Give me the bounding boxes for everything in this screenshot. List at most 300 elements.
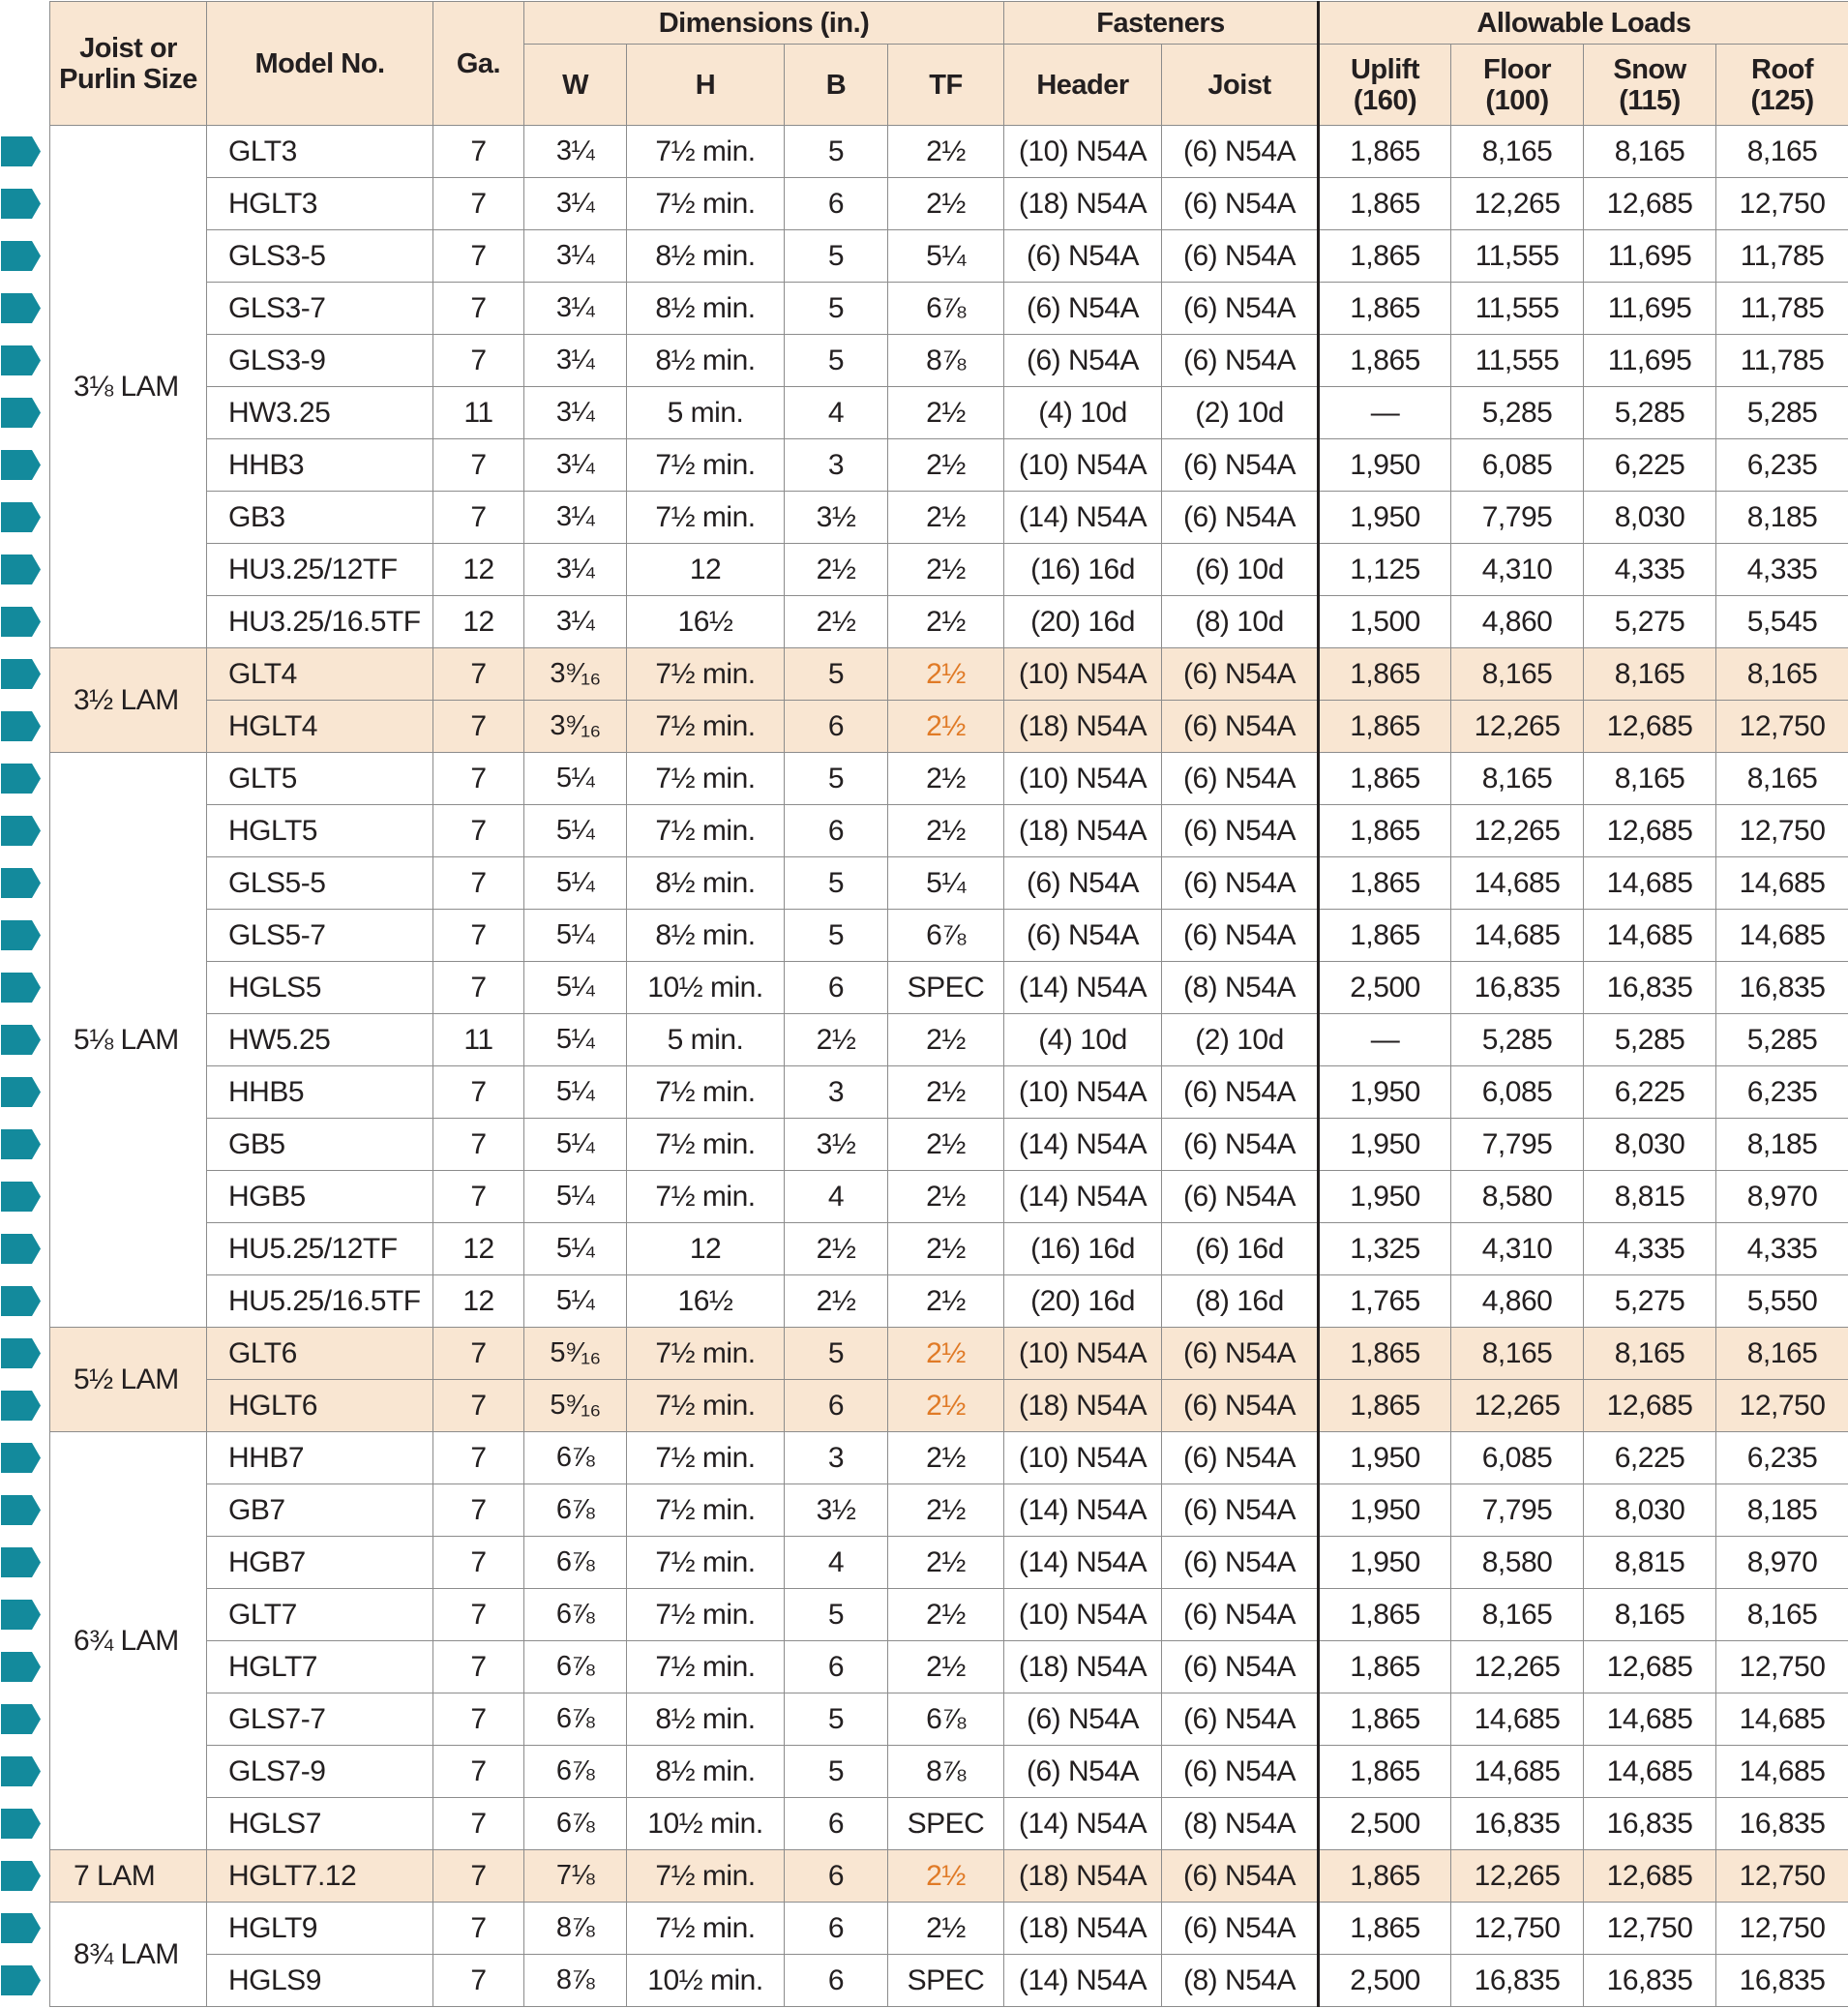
floor-load-cell: 4,310 bbox=[1451, 1223, 1584, 1275]
header-fastener-header: Header bbox=[1004, 45, 1162, 126]
gauge-cell: 12 bbox=[433, 1275, 524, 1328]
table-row bbox=[50, 1014, 1848, 1066]
model-cell: GLT6 bbox=[207, 1328, 433, 1380]
dim-w-cell: 5¼ bbox=[524, 1119, 627, 1171]
model-cell: GB3 bbox=[207, 492, 433, 544]
table-row bbox=[50, 753, 1848, 805]
uplift-load-cell: 1,865 bbox=[1319, 1903, 1451, 1955]
roof-load-cell: 8,165 bbox=[1716, 753, 1848, 805]
dim-b-cell: 5 bbox=[785, 1328, 888, 1380]
table-row bbox=[50, 1693, 1848, 1746]
header-dimensions: Dimensions (in.) bbox=[524, 2, 1004, 45]
floor-load-cell: 5,285 bbox=[1451, 387, 1584, 439]
teal-arrow-tab-icon bbox=[1, 1129, 41, 1159]
uplift-load-cell: 1,950 bbox=[1319, 1066, 1451, 1119]
dim-w-cell: 3¼ bbox=[524, 387, 627, 439]
joist-size-cell: 6¾ LAM bbox=[50, 1432, 207, 1850]
fastener-header-cell: (18) N54A bbox=[1004, 701, 1162, 753]
table-row bbox=[50, 701, 1848, 753]
snow-load-cell: 14,685 bbox=[1584, 1693, 1716, 1746]
table-row bbox=[50, 178, 1848, 230]
teal-arrow-tab-icon bbox=[1, 502, 41, 532]
fastener-joist-cell: (6) N54A bbox=[1162, 857, 1319, 910]
dim-tf-cell: 2½ bbox=[888, 1223, 1004, 1275]
fastener-header-cell: (18) N54A bbox=[1004, 178, 1162, 230]
fastener-joist-cell: (8) N54A bbox=[1162, 962, 1319, 1014]
fastener-header-cell: (18) N54A bbox=[1004, 805, 1162, 857]
dim-tf-cell: 2½ bbox=[888, 1484, 1004, 1537]
table-row bbox=[50, 857, 1848, 910]
model-cell: HU5.25/16.5TF bbox=[207, 1275, 433, 1328]
teal-arrow-tab-icon bbox=[1, 136, 41, 166]
gauge-cell: 7 bbox=[433, 1537, 524, 1589]
dim-tf-cell: 6⅞ bbox=[888, 283, 1004, 335]
table-row bbox=[50, 1328, 1848, 1380]
dim-w-cell: 3¼ bbox=[524, 178, 627, 230]
fastener-joist-cell: (6) N54A bbox=[1162, 648, 1319, 701]
dim-b-cell: 6 bbox=[785, 178, 888, 230]
gauge-cell: 7 bbox=[433, 1066, 524, 1119]
fastener-joist-cell: (6) N54A bbox=[1162, 283, 1319, 335]
dim-w-cell: 3¼ bbox=[524, 596, 627, 648]
floor-load-cell: 12,265 bbox=[1451, 1850, 1584, 1903]
fastener-header-cell: (20) 16d bbox=[1004, 596, 1162, 648]
uplift-load-cell: 1,865 bbox=[1319, 648, 1451, 701]
gauge-cell: 7 bbox=[433, 910, 524, 962]
uplift-load-cell: — bbox=[1319, 1014, 1451, 1066]
roof-load-cell: 6,235 bbox=[1716, 1066, 1848, 1119]
model-cell: HHB7 bbox=[207, 1432, 433, 1484]
fastener-header-cell: (18) N54A bbox=[1004, 1380, 1162, 1432]
roof-load-cell: 12,750 bbox=[1716, 701, 1848, 753]
dim-b-cell: 3 bbox=[785, 1066, 888, 1119]
fastener-header-cell: (6) N54A bbox=[1004, 283, 1162, 335]
roof-load-cell: 8,165 bbox=[1716, 126, 1848, 178]
model-cell: GLT5 bbox=[207, 753, 433, 805]
dim-tf-cell: 2½ bbox=[888, 1066, 1004, 1119]
dim-w-cell: 6⅞ bbox=[524, 1484, 627, 1537]
dim-b-cell: 2½ bbox=[785, 544, 888, 596]
dim-b-cell: 5 bbox=[785, 230, 888, 283]
dim-h-cell: 7½ min. bbox=[627, 126, 785, 178]
snow-load-cell: 11,695 bbox=[1584, 283, 1716, 335]
dim-w-cell: 3⁹⁄₁₆ bbox=[524, 648, 627, 701]
uplift-load-cell: 1,865 bbox=[1319, 1589, 1451, 1641]
dim-h-cell: 7½ min. bbox=[627, 1066, 785, 1119]
teal-arrow-tab-icon bbox=[1, 1234, 41, 1264]
fastener-header-cell: (16) 16d bbox=[1004, 1223, 1162, 1275]
table-row bbox=[50, 387, 1848, 439]
roof-load-cell: 6,235 bbox=[1716, 439, 1848, 492]
gauge-cell: 7 bbox=[433, 1903, 524, 1955]
snow-load-cell: 12,685 bbox=[1584, 178, 1716, 230]
fastener-joist-cell: (8) N54A bbox=[1162, 1798, 1319, 1850]
header-fasteners: Fasteners bbox=[1004, 2, 1319, 45]
dim-h-cell: 7½ min. bbox=[627, 1589, 785, 1641]
teal-arrow-tab-icon bbox=[1, 398, 41, 428]
fastener-header-cell: (14) N54A bbox=[1004, 1119, 1162, 1171]
uplift-load-cell: 1,950 bbox=[1319, 439, 1451, 492]
dim-w-cell: 5¼ bbox=[524, 753, 627, 805]
model-cell: HGLT5 bbox=[207, 805, 433, 857]
dim-b-cell: 5 bbox=[785, 1746, 888, 1798]
model-cell: HW5.25 bbox=[207, 1014, 433, 1066]
teal-arrow-tab-icon bbox=[1, 1391, 41, 1421]
table-row bbox=[50, 1484, 1848, 1537]
uplift-load-cell: 1,950 bbox=[1319, 1484, 1451, 1537]
roof-load-cell: 8,165 bbox=[1716, 1589, 1848, 1641]
fastener-header-cell: (18) N54A bbox=[1004, 1850, 1162, 1903]
dim-h-cell: 5 min. bbox=[627, 387, 785, 439]
header-uplift: Uplift (160) bbox=[1319, 45, 1451, 126]
dim-h-cell: 12 bbox=[627, 1223, 785, 1275]
fastener-joist-cell: (6) N54A bbox=[1162, 492, 1319, 544]
dim-h-cell: 5 min. bbox=[627, 1014, 785, 1066]
joist-size-cell: 7 LAM bbox=[50, 1850, 207, 1903]
snow-load-cell: 5,275 bbox=[1584, 1275, 1716, 1328]
fastener-joist-cell: (6) N54A bbox=[1162, 1171, 1319, 1223]
gauge-cell: 7 bbox=[433, 230, 524, 283]
teal-arrow-tab-icon bbox=[1, 554, 41, 584]
dim-b-cell: 6 bbox=[785, 1955, 888, 2007]
roof-load-cell: 12,750 bbox=[1716, 178, 1848, 230]
fastener-joist-cell: (6) N54A bbox=[1162, 1641, 1319, 1693]
fastener-joist-cell: (6) N54A bbox=[1162, 126, 1319, 178]
floor-load-cell: 12,265 bbox=[1451, 701, 1584, 753]
teal-arrow-tab-icon bbox=[1, 1495, 41, 1525]
fastener-joist-cell: (6) N54A bbox=[1162, 1328, 1319, 1380]
table-row bbox=[50, 1850, 1848, 1903]
fastener-header-cell: (16) 16d bbox=[1004, 544, 1162, 596]
roof-load-cell: 12,750 bbox=[1716, 1850, 1848, 1903]
gauge-cell: 7 bbox=[433, 1171, 524, 1223]
fastener-header-cell: (6) N54A bbox=[1004, 1746, 1162, 1798]
dim-tf-cell: 5¼ bbox=[888, 230, 1004, 283]
model-cell: HGLT3 bbox=[207, 178, 433, 230]
model-cell: HGLT7.12 bbox=[207, 1850, 433, 1903]
roof-load-cell: 8,165 bbox=[1716, 1328, 1848, 1380]
uplift-load-cell: 1,865 bbox=[1319, 126, 1451, 178]
teal-arrow-tab-icon bbox=[1, 189, 41, 219]
dim-tf-cell: 2½ bbox=[888, 1119, 1004, 1171]
snow-load-cell: 8,165 bbox=[1584, 1328, 1716, 1380]
fastener-joist-cell: (6) N54A bbox=[1162, 335, 1319, 387]
teal-arrow-tab-icon bbox=[1, 1704, 41, 1734]
table-row bbox=[50, 1537, 1848, 1589]
roof-load-cell: 12,750 bbox=[1716, 1380, 1848, 1432]
dim-h-cell: 7½ min. bbox=[627, 1850, 785, 1903]
teal-arrow-tab-icon bbox=[1, 1600, 41, 1630]
fastener-header-cell: (4) 10d bbox=[1004, 1014, 1162, 1066]
table-row bbox=[50, 335, 1848, 387]
snow-load-cell: 8,815 bbox=[1584, 1537, 1716, 1589]
gauge-cell: 7 bbox=[433, 648, 524, 701]
model-cell: GLT3 bbox=[207, 126, 433, 178]
roof-load-cell: 14,685 bbox=[1716, 1746, 1848, 1798]
header-row-groups bbox=[50, 2, 1848, 45]
joist-size-cell: 3⅛ LAM bbox=[50, 126, 207, 648]
fastener-joist-cell: (6) 10d bbox=[1162, 544, 1319, 596]
dim-b-cell: 6 bbox=[785, 962, 888, 1014]
fastener-joist-cell: (6) N54A bbox=[1162, 701, 1319, 753]
dim-b-cell: 5 bbox=[785, 126, 888, 178]
table-row bbox=[50, 544, 1848, 596]
fastener-joist-cell: (6) N54A bbox=[1162, 1119, 1319, 1171]
fastener-header-cell: (6) N54A bbox=[1004, 1693, 1162, 1746]
dim-w-cell: 5¼ bbox=[524, 1014, 627, 1066]
floor-load-cell: 4,860 bbox=[1451, 596, 1584, 648]
dim-b-cell: 6 bbox=[785, 1380, 888, 1432]
table-row bbox=[50, 1589, 1848, 1641]
snow-load-cell: 8,030 bbox=[1584, 1119, 1716, 1171]
uplift-load-cell: 1,865 bbox=[1319, 335, 1451, 387]
uplift-load-cell: 1,865 bbox=[1319, 1746, 1451, 1798]
dim-b-cell: 5 bbox=[785, 283, 888, 335]
dim-h-cell: 7½ min. bbox=[627, 1641, 785, 1693]
roof-load-cell: 16,835 bbox=[1716, 1798, 1848, 1850]
roof-load-cell: 16,835 bbox=[1716, 1955, 1848, 2007]
fastener-header-cell: (14) N54A bbox=[1004, 1955, 1162, 2007]
dim-h-cell: 7½ min. bbox=[627, 439, 785, 492]
model-cell: HGLS9 bbox=[207, 1955, 433, 2007]
model-cell: HGLT7 bbox=[207, 1641, 433, 1693]
dim-tf-cell: 2½ bbox=[888, 648, 1004, 701]
fastener-header-cell: (10) N54A bbox=[1004, 126, 1162, 178]
floor-load-cell: 14,685 bbox=[1451, 910, 1584, 962]
fastener-header-cell: (4) 10d bbox=[1004, 387, 1162, 439]
floor-load-cell: 6,085 bbox=[1451, 1432, 1584, 1484]
dim-b-cell: 5 bbox=[785, 1589, 888, 1641]
snow-load-cell: 14,685 bbox=[1584, 857, 1716, 910]
dim-w-cell: 3¼ bbox=[524, 335, 627, 387]
floor-load-cell: 4,860 bbox=[1451, 1275, 1584, 1328]
dim-w-cell: 6⅞ bbox=[524, 1641, 627, 1693]
header-size: Joist or Purlin Size bbox=[50, 2, 207, 126]
roof-load-cell: 14,685 bbox=[1716, 1693, 1848, 1746]
fastener-joist-cell: (6) N54A bbox=[1162, 230, 1319, 283]
dim-w-cell: 5⁹⁄₁₆ bbox=[524, 1380, 627, 1432]
gauge-cell: 7 bbox=[433, 1746, 524, 1798]
model-cell: HHB3 bbox=[207, 439, 433, 492]
uplift-load-cell: 1,950 bbox=[1319, 1119, 1451, 1171]
snow-load-cell: 14,685 bbox=[1584, 1746, 1716, 1798]
table-row bbox=[50, 1171, 1848, 1223]
model-cell: HGLS7 bbox=[207, 1798, 433, 1850]
model-cell: GLS5-7 bbox=[207, 910, 433, 962]
allowable-loads-table bbox=[49, 1, 1848, 2007]
floor-load-cell: 12,265 bbox=[1451, 805, 1584, 857]
dim-w-cell: 5¼ bbox=[524, 857, 627, 910]
floor-load-cell: 8,165 bbox=[1451, 648, 1584, 701]
table-row bbox=[50, 1275, 1848, 1328]
dim-h-cell: 10½ min. bbox=[627, 1955, 785, 2007]
snow-load-cell: 5,285 bbox=[1584, 387, 1716, 439]
gauge-cell: 7 bbox=[433, 1955, 524, 2007]
dim-h-cell: 7½ min. bbox=[627, 1171, 785, 1223]
gauge-cell: 7 bbox=[433, 1589, 524, 1641]
fastener-header-cell: (10) N54A bbox=[1004, 648, 1162, 701]
dim-tf-cell: 2½ bbox=[888, 1380, 1004, 1432]
dim-h-cell: 7½ min. bbox=[627, 701, 785, 753]
dim-tf-cell: SPEC bbox=[888, 962, 1004, 1014]
dim-h-cell: 8½ min. bbox=[627, 230, 785, 283]
gauge-cell: 11 bbox=[433, 387, 524, 439]
dim-tf-cell: 2½ bbox=[888, 178, 1004, 230]
table-row bbox=[50, 1903, 1848, 1955]
header-gauge: Ga. bbox=[433, 2, 524, 126]
dim-b-cell: 4 bbox=[785, 1171, 888, 1223]
dim-h-cell: 8½ min. bbox=[627, 283, 785, 335]
gauge-cell: 7 bbox=[433, 126, 524, 178]
dim-tf-cell: 2½ bbox=[888, 492, 1004, 544]
model-cell: HGB7 bbox=[207, 1537, 433, 1589]
dim-tf-cell: 6⅞ bbox=[888, 910, 1004, 962]
snow-load-cell: 8,165 bbox=[1584, 1589, 1716, 1641]
roof-load-cell: 14,685 bbox=[1716, 857, 1848, 910]
dim-h-cell: 7½ min. bbox=[627, 1380, 785, 1432]
teal-arrow-tab-icon bbox=[1, 450, 41, 480]
snow-load-cell: 4,335 bbox=[1584, 544, 1716, 596]
snow-load-cell: 4,335 bbox=[1584, 1223, 1716, 1275]
gauge-cell: 12 bbox=[433, 596, 524, 648]
roof-load-cell: 11,785 bbox=[1716, 335, 1848, 387]
dim-tf-cell: 2½ bbox=[888, 1328, 1004, 1380]
dim-b-cell: 6 bbox=[785, 1903, 888, 1955]
table-row bbox=[50, 439, 1848, 492]
dim-h-cell: 7½ min. bbox=[627, 753, 785, 805]
table-row bbox=[50, 1066, 1848, 1119]
roof-load-cell: 8,185 bbox=[1716, 1119, 1848, 1171]
fastener-header-cell: (6) N54A bbox=[1004, 857, 1162, 910]
uplift-load-cell: 1,950 bbox=[1319, 1537, 1451, 1589]
floor-load-cell: 7,795 bbox=[1451, 1119, 1584, 1171]
snow-load-cell: 16,835 bbox=[1584, 1955, 1716, 2007]
floor-load-cell: 12,750 bbox=[1451, 1903, 1584, 1955]
gauge-cell: 7 bbox=[433, 1484, 524, 1537]
gauge-cell: 7 bbox=[433, 805, 524, 857]
dim-h-cell: 7½ min. bbox=[627, 492, 785, 544]
row-marker-column bbox=[0, 0, 46, 2008]
teal-arrow-tab-icon bbox=[1, 1077, 41, 1107]
dim-h-cell: 8½ min. bbox=[627, 335, 785, 387]
floor-load-cell: 8,580 bbox=[1451, 1171, 1584, 1223]
dim-b-cell: 3½ bbox=[785, 1119, 888, 1171]
header-w: W bbox=[524, 45, 627, 126]
joist-size-cell: 3½ LAM bbox=[50, 648, 207, 753]
roof-load-cell: 5,545 bbox=[1716, 596, 1848, 648]
teal-arrow-tab-icon bbox=[1, 1913, 41, 1943]
uplift-load-cell: 2,500 bbox=[1319, 1955, 1451, 2007]
roof-load-cell: 12,750 bbox=[1716, 805, 1848, 857]
teal-arrow-tab-icon bbox=[1, 607, 41, 637]
floor-load-cell: 16,835 bbox=[1451, 1955, 1584, 2007]
uplift-load-cell: 1,865 bbox=[1319, 1693, 1451, 1746]
fastener-header-cell: (18) N54A bbox=[1004, 1903, 1162, 1955]
roof-load-cell: 14,685 bbox=[1716, 910, 1848, 962]
dim-h-cell: 10½ min. bbox=[627, 1798, 785, 1850]
dim-w-cell: 5¼ bbox=[524, 1223, 627, 1275]
fastener-joist-cell: (6) N54A bbox=[1162, 178, 1319, 230]
floor-load-cell: 8,580 bbox=[1451, 1537, 1584, 1589]
gauge-cell: 7 bbox=[433, 439, 524, 492]
header-roof: Roof (125) bbox=[1716, 45, 1848, 126]
uplift-load-cell: 1,865 bbox=[1319, 805, 1451, 857]
joist-size-cell: 5½ LAM bbox=[50, 1328, 207, 1432]
dim-h-cell: 8½ min. bbox=[627, 1746, 785, 1798]
floor-load-cell: 11,555 bbox=[1451, 230, 1584, 283]
dim-w-cell: 5¼ bbox=[524, 1171, 627, 1223]
snow-load-cell: 16,835 bbox=[1584, 1798, 1716, 1850]
dim-tf-cell: SPEC bbox=[888, 1798, 1004, 1850]
teal-arrow-tab-icon bbox=[1, 1338, 41, 1368]
roof-load-cell: 12,750 bbox=[1716, 1903, 1848, 1955]
snow-load-cell: 16,835 bbox=[1584, 962, 1716, 1014]
fastener-joist-cell: (6) N54A bbox=[1162, 439, 1319, 492]
dim-h-cell: 7½ min. bbox=[627, 1484, 785, 1537]
teal-arrow-tab-icon bbox=[1, 1652, 41, 1682]
roof-load-cell: 11,785 bbox=[1716, 230, 1848, 283]
dim-tf-cell: 2½ bbox=[888, 805, 1004, 857]
fastener-joist-cell: (2) 10d bbox=[1162, 1014, 1319, 1066]
dim-h-cell: 10½ min. bbox=[627, 962, 785, 1014]
dim-h-cell: 7½ min. bbox=[627, 1119, 785, 1171]
table-row bbox=[50, 648, 1848, 701]
dim-w-cell: 5¼ bbox=[524, 1275, 627, 1328]
dim-tf-cell: 2½ bbox=[888, 1850, 1004, 1903]
floor-load-cell: 5,285 bbox=[1451, 1014, 1584, 1066]
dim-h-cell: 8½ min. bbox=[627, 1693, 785, 1746]
fastener-header-cell: (14) N54A bbox=[1004, 1171, 1162, 1223]
dim-b-cell: 6 bbox=[785, 1641, 888, 1693]
table-row bbox=[50, 1380, 1848, 1432]
model-cell: HGLT9 bbox=[207, 1903, 433, 1955]
dim-w-cell: 3¼ bbox=[524, 126, 627, 178]
dim-tf-cell: 2½ bbox=[888, 1275, 1004, 1328]
table-row bbox=[50, 1955, 1848, 2007]
teal-arrow-tab-icon bbox=[1, 345, 41, 375]
model-cell: GLS7-7 bbox=[207, 1693, 433, 1746]
dim-w-cell: 5¼ bbox=[524, 910, 627, 962]
roof-load-cell: 5,285 bbox=[1716, 1014, 1848, 1066]
dim-tf-cell: 2½ bbox=[888, 1014, 1004, 1066]
teal-arrow-tab-icon bbox=[1, 1547, 41, 1577]
snow-load-cell: 12,685 bbox=[1584, 701, 1716, 753]
snow-load-cell: 8,815 bbox=[1584, 1171, 1716, 1223]
teal-arrow-tab-icon bbox=[1, 1756, 41, 1786]
gauge-cell: 7 bbox=[433, 857, 524, 910]
uplift-load-cell: 1,865 bbox=[1319, 1328, 1451, 1380]
snow-load-cell: 8,165 bbox=[1584, 648, 1716, 701]
uplift-load-cell: 1,865 bbox=[1319, 701, 1451, 753]
dim-w-cell: 3¼ bbox=[524, 230, 627, 283]
table-row bbox=[50, 1223, 1848, 1275]
uplift-load-cell: 1,950 bbox=[1319, 1432, 1451, 1484]
fastener-joist-cell: (6) N54A bbox=[1162, 1432, 1319, 1484]
floor-load-cell: 4,310 bbox=[1451, 544, 1584, 596]
table-row bbox=[50, 805, 1848, 857]
floor-load-cell: 8,165 bbox=[1451, 753, 1584, 805]
dim-b-cell: 3½ bbox=[785, 1484, 888, 1537]
dim-w-cell: 7⅛ bbox=[524, 1850, 627, 1903]
teal-arrow-tab-icon bbox=[1, 1443, 41, 1473]
roof-load-cell: 4,335 bbox=[1716, 1223, 1848, 1275]
model-cell: GB5 bbox=[207, 1119, 433, 1171]
dim-tf-cell: 5¼ bbox=[888, 857, 1004, 910]
fastener-joist-cell: (6) N54A bbox=[1162, 1693, 1319, 1746]
dim-tf-cell: 2½ bbox=[888, 1171, 1004, 1223]
roof-load-cell: 6,235 bbox=[1716, 1432, 1848, 1484]
fastener-joist-cell: (6) N54A bbox=[1162, 1903, 1319, 1955]
